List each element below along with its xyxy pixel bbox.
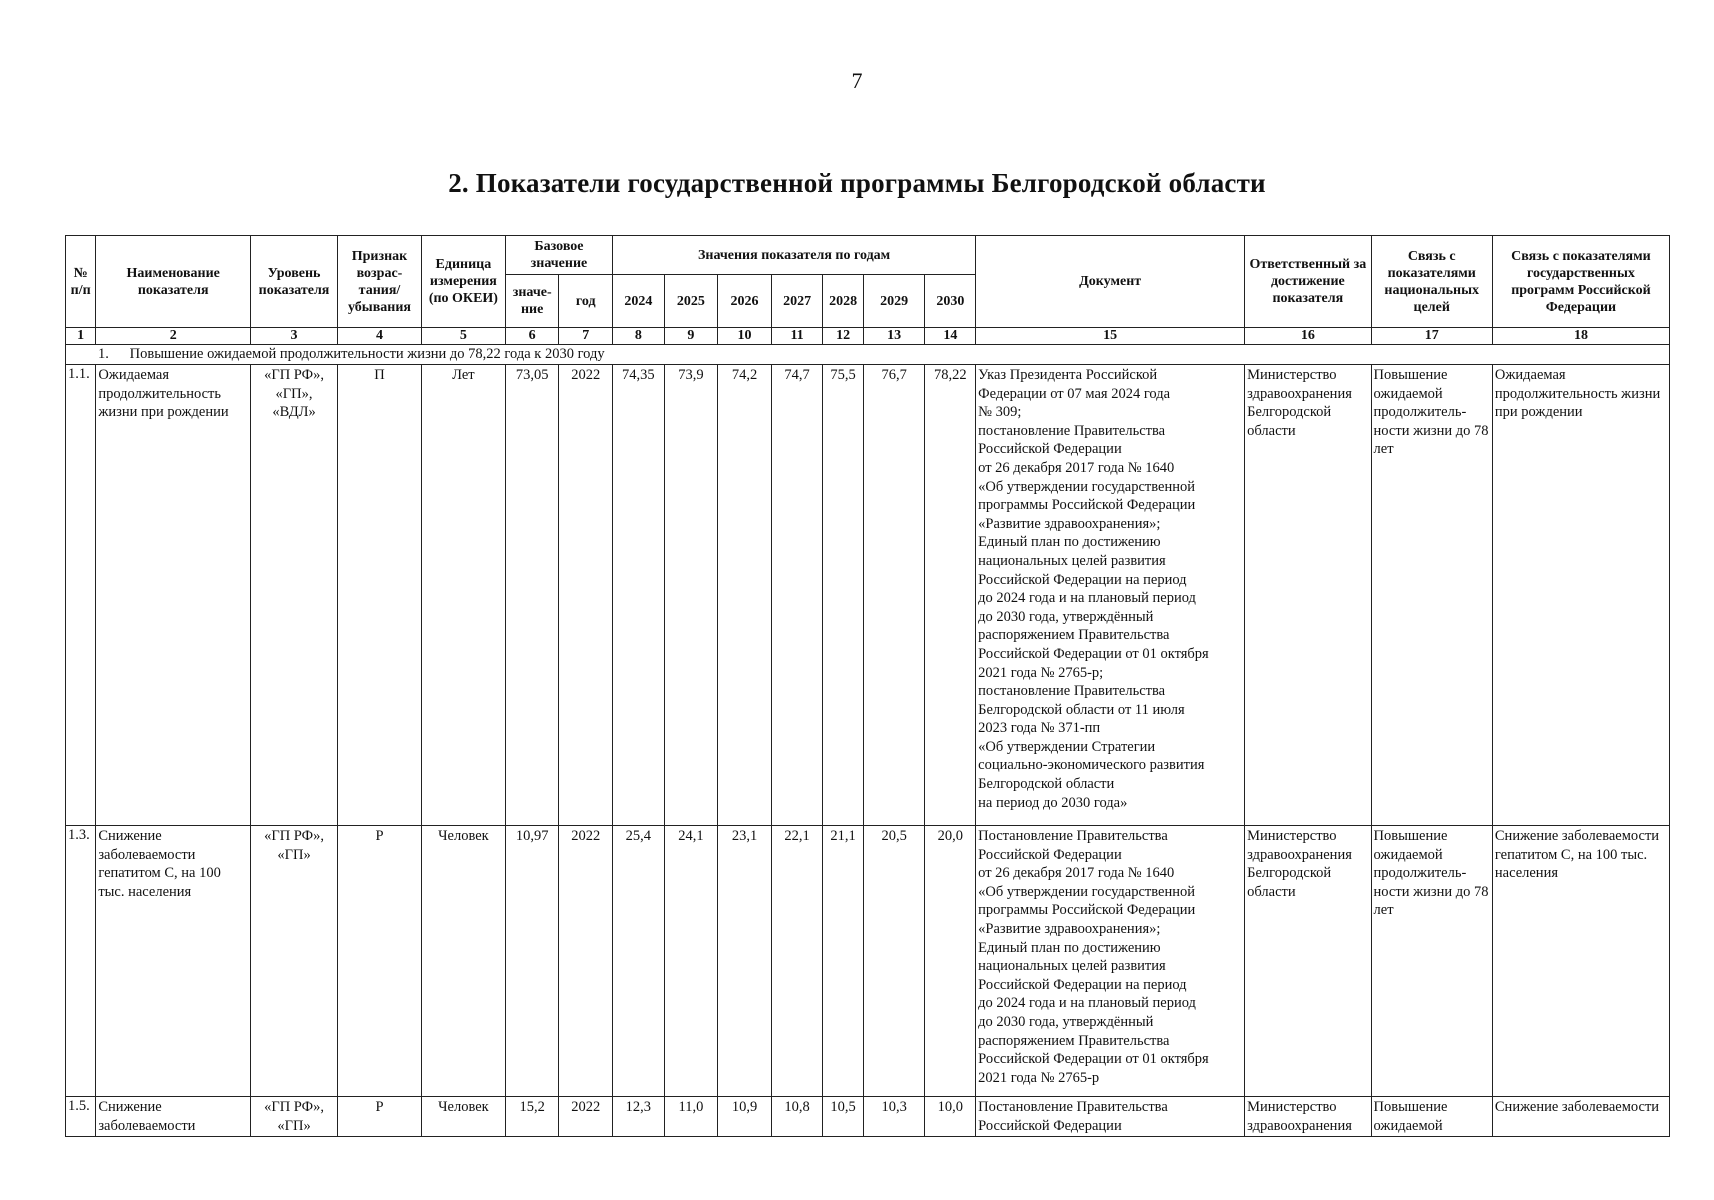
document-line: социально-экономического развития <box>978 757 1205 774</box>
document-line: Постановление Правительства <box>978 1099 1168 1115</box>
row-number: 1.1. <box>66 365 96 826</box>
section-text: Повышение ожидаемой продолжительности жизни до 78,22 года к 2030 году <box>129 346 605 362</box>
document-line: до 2030 года, утверждённый <box>978 608 1154 625</box>
base-year: 2022 <box>559 365 613 826</box>
document-cell <box>976 365 1245 826</box>
value-2027: 10,8 <box>771 1097 823 1137</box>
document-line: «Развитие здравоохранения»; <box>978 515 1161 532</box>
value-2024: 74,35 <box>613 365 665 826</box>
document-line: «Об утверждении государственной <box>978 478 1195 495</box>
col-number: 10 <box>718 328 772 345</box>
document-line: распоряжением Правительства <box>978 1032 1170 1049</box>
federal-program-link: Снижение заболеваемости гепатитом С, на 100 тыс. населения <box>1492 826 1669 1097</box>
document-line: Российской Федерации <box>978 1117 1122 1134</box>
responsible: Министерство здравоохранения <box>1245 1097 1371 1137</box>
document-line: Указ Президента Российской <box>978 367 1158 383</box>
header-federal-link: Связь с показателями государственных программ Российской Федерации <box>1492 236 1669 328</box>
value-2024: 25,4 <box>613 826 665 1097</box>
header-year-2028: 2028 <box>823 275 863 328</box>
value-2025: 73,9 <box>664 365 718 826</box>
value-2030: 20,0 <box>925 826 976 1097</box>
header-level: Уровень показателя <box>251 236 338 328</box>
base-year: 2022 <box>559 1097 613 1137</box>
header-responsible: Ответственный за достижение показателя <box>1245 236 1371 328</box>
header-base-year: год <box>559 275 613 328</box>
indicator-unit: Человек <box>421 826 505 1097</box>
document-line: от 26 декабря 2017 года № 1640 <box>978 459 1175 476</box>
value-2028: 75,5 <box>823 365 863 826</box>
document-line: от 26 декабря 2017 года № 1640 <box>978 865 1175 882</box>
indicator-trend: Р <box>338 826 422 1097</box>
document-line: Единый план по достижению <box>978 939 1161 956</box>
row-number: 1.5. <box>66 1097 96 1137</box>
header-trend: Признак возрас-тания/ убывания <box>338 236 422 328</box>
base-year: 2022 <box>559 826 613 1097</box>
value-2026: 10,9 <box>718 1097 772 1137</box>
col-number: 16 <box>1245 328 1371 345</box>
indicator-trend: П <box>338 365 422 826</box>
indicator-name: Снижение заболеваемости гепатитом С, на 100 тыс. населения <box>96 826 251 1097</box>
document-line: национальных целей развития <box>978 552 1166 569</box>
header-national-goal: Связь с показателями национальных целей <box>1371 236 1492 328</box>
section-title <box>66 345 1670 365</box>
document-line: Российской Федерации <box>978 846 1122 863</box>
col-number: 1 <box>66 328 96 345</box>
document-line: 2021 года № 2765-р <box>978 1069 1100 1086</box>
value-2027: 22,1 <box>771 826 823 1097</box>
col-number: 4 <box>338 328 422 345</box>
indicator-level: «ГП РФ», «ГП» <box>251 826 338 1097</box>
header-year-2025: 2025 <box>664 275 718 328</box>
indicator-unit: Лет <box>421 365 505 826</box>
responsible: Министерство здравоохранения Белгородской области <box>1245 365 1371 826</box>
indicator-trend: Р <box>338 1097 422 1137</box>
document-line: 2023 года № 371-пп <box>978 720 1101 737</box>
header-years-group: Значения показателя по годам <box>613 236 976 275</box>
section-row <box>66 345 1670 365</box>
value-2026: 23,1 <box>718 826 772 1097</box>
header-base: Базовое значение <box>505 236 612 275</box>
document-line: программы Российской Федерации <box>978 497 1196 514</box>
col-number: 2 <box>96 328 251 345</box>
page-title: 2. Показатели государственной программы Белгородской области <box>448 168 1266 198</box>
header-row-1 <box>66 236 1670 275</box>
indicator-level: «ГП РФ», «ГП» <box>251 1097 338 1137</box>
document-line: до 2024 года и на плановый период <box>978 590 1196 607</box>
document-line: Российской Федерации <box>978 441 1122 458</box>
indicator-unit: Человек <box>421 1097 505 1137</box>
col-number: 18 <box>1492 328 1669 345</box>
col-number: 14 <box>925 328 976 345</box>
header-document: Документ <box>976 236 1245 328</box>
header-year-2030: 2030 <box>925 275 976 328</box>
indicator-name: Снижение заболеваемости <box>96 1097 251 1137</box>
document-line: Постановление Правительства <box>978 828 1168 844</box>
document-line: до 2024 года и на плановый период <box>978 995 1196 1012</box>
document-line: «Развитие здравоохранения»; <box>978 920 1161 937</box>
col-number: 9 <box>664 328 718 345</box>
document-line: распоряжением Правительства <box>978 627 1170 644</box>
document-line: Российской Федерации на период <box>978 976 1187 993</box>
value-2025: 11,0 <box>664 1097 718 1137</box>
col-number: 3 <box>251 328 338 345</box>
page-number: 7 <box>851 68 863 93</box>
value-2028: 10,5 <box>823 1097 863 1137</box>
federal-program-link: Снижение заболеваемости <box>1492 1097 1669 1137</box>
col-number: 7 <box>559 328 613 345</box>
document-line: Российской Федерации от 01 октября <box>978 645 1209 662</box>
national-goal-link: Повышение ожидаемой продолжитель-ности жизни до 78 лет <box>1371 826 1492 1097</box>
indicator-name: Ожидаемая продолжительность жизни при рождении <box>96 365 251 826</box>
header-num: № п/п <box>66 236 96 328</box>
table-row <box>66 365 1670 826</box>
col-number: 6 <box>505 328 559 345</box>
value-2029: 20,5 <box>863 826 925 1097</box>
document-cell <box>976 826 1245 1097</box>
col-number: 11 <box>771 328 823 345</box>
document-line: 2021 года № 2765-р; <box>978 664 1104 681</box>
document-line: № 309; <box>978 404 1022 421</box>
row-number: 1.3. <box>66 826 96 1097</box>
document-line: постановление Правительства <box>978 683 1166 700</box>
indicators-table <box>65 235 1670 1137</box>
federal-program-link: Ожидаемая продолжительность жизни при рождении <box>1492 365 1669 826</box>
document-line: до 2030 года, утверждённый <box>978 1013 1154 1030</box>
header-unit: Единица измерения (по ОКЕИ) <box>421 236 505 328</box>
value-2026: 74,2 <box>718 365 772 826</box>
document-line: Единый план по достижению <box>978 534 1161 551</box>
base-value: 10,97 <box>505 826 559 1097</box>
header-year-2026: 2026 <box>718 275 772 328</box>
header-year-2027: 2027 <box>771 275 823 328</box>
header-base-value: значе-ние <box>505 275 559 328</box>
value-2028: 21,1 <box>823 826 863 1097</box>
base-value: 15,2 <box>505 1097 559 1137</box>
document-line: Российской Федерации от 01 октября <box>978 1051 1209 1068</box>
value-2029: 10,3 <box>863 1097 925 1137</box>
value-2030: 78,22 <box>925 365 976 826</box>
base-value: 73,05 <box>505 365 559 826</box>
document-line: Российской Федерации на период <box>978 571 1187 588</box>
col-number: 13 <box>863 328 925 345</box>
col-number: 17 <box>1371 328 1492 345</box>
responsible: Министерство здравоохранения Белгородской области <box>1245 826 1371 1097</box>
col-number: 15 <box>976 328 1245 345</box>
document-line: Белгородской области <box>978 776 1115 793</box>
document-line: национальных целей развития <box>978 958 1166 975</box>
value-2029: 76,7 <box>863 365 925 826</box>
col-number: 12 <box>823 328 863 345</box>
document-line: Белгородской области от 11 июля <box>978 701 1185 718</box>
value-2025: 24,1 <box>664 826 718 1097</box>
document-line: Федерации от 07 мая 2024 года <box>978 385 1171 402</box>
document-line: на период до 2030 года» <box>978 794 1128 811</box>
table-row <box>66 1097 1670 1137</box>
national-goal-link: Повышение ожидаемой <box>1371 1097 1492 1137</box>
document-cell <box>976 1097 1245 1137</box>
document-line: постановление Правительства <box>978 422 1166 439</box>
header-year-2029: 2029 <box>863 275 925 328</box>
document-line: «Об утверждении Стратегии <box>978 738 1156 755</box>
table-row <box>66 826 1670 1097</box>
document-line: «Об утверждении государственной <box>978 883 1195 900</box>
value-2030: 10,0 <box>925 1097 976 1137</box>
value-2027: 74,7 <box>771 365 823 826</box>
col-number: 5 <box>421 328 505 345</box>
document-line: программы Российской Федерации <box>978 902 1196 919</box>
header-name: Наименование показателя <box>96 236 251 328</box>
value-2024: 12,3 <box>613 1097 665 1137</box>
col-number: 8 <box>613 328 665 345</box>
indicator-level: «ГП РФ», «ГП», «ВДЛ» <box>251 365 338 826</box>
header-year-2024: 2024 <box>613 275 665 328</box>
column-numbers-row <box>66 328 1670 345</box>
national-goal-link: Повышение ожидаемой продолжитель-ности жизни до 78 лет <box>1371 365 1492 826</box>
section-number: 1. <box>98 346 109 362</box>
